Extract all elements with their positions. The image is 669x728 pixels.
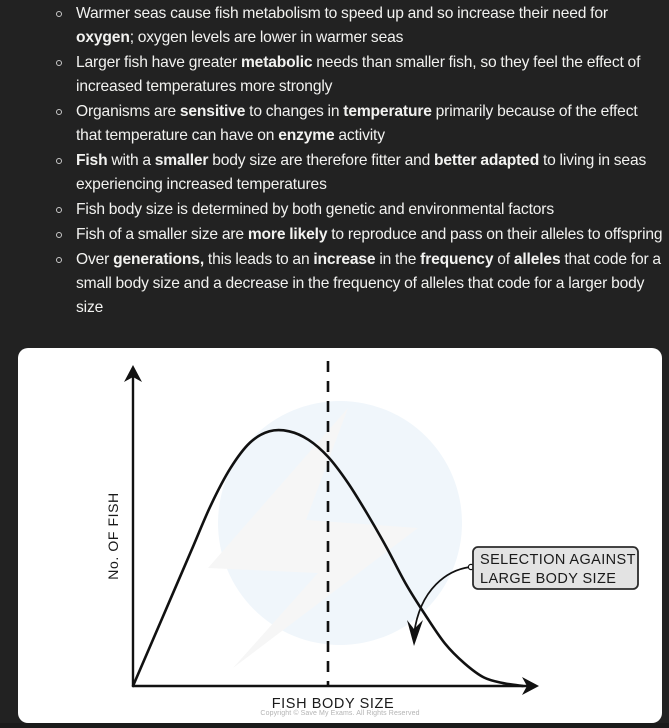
y-axis-label: No. OF FISH (105, 492, 121, 580)
list-item-text: Fish body size is determined by both genetic and environmental factors (76, 201, 554, 218)
list-item (0, 149, 669, 197)
list-item-text: Fish of a smaller size are more likely to reproduce and pass on their alleles to offspring (76, 226, 663, 243)
open-circle-bullet-icon (56, 109, 76, 115)
open-circle-bullet-icon (56, 158, 76, 164)
x-axis (133, 677, 539, 695)
list-item (0, 198, 669, 222)
list-item-text: Larger fish have greater metabolic needs than smaller fish, so they feel the effect of increased temperatures more strongly (76, 54, 641, 95)
open-circle-bullet-icon (56, 257, 76, 263)
list-item (0, 223, 669, 247)
open-circle-bullet-icon (56, 60, 76, 66)
list-item-text: Fish with a smaller body size are therefore fitter and better adapted to living in seas experiencing increased temperatures (76, 152, 647, 193)
x-axis-label: FISH BODY SIZE (271, 696, 395, 712)
fish-body-size-distribution-chart (18, 348, 662, 723)
open-circle-bullet-icon (56, 11, 76, 17)
list-item (0, 2, 669, 50)
open-circle-bullet-icon (56, 207, 76, 213)
list-item (0, 100, 669, 148)
list-item-text: Warmer seas cause fish metabolism to speed up and so increase their need for oxygen; oxygen levels are lower in warmer seas (76, 5, 608, 46)
list-item (0, 51, 669, 99)
list-item-text: Organisms are sensitive to changes in temperature primarily because of the effect that temperature can have on enzyme activity (76, 103, 638, 144)
list-item-text: Over generations, this leads to an increase in the frequency of alleles that code for a small body size and a decrease in the frequency of alleles that code for a larger body size (76, 251, 661, 316)
diagram-card (18, 348, 662, 723)
bottom-edge-strip (0, 723, 669, 728)
selection-against-large-body-size-callout (473, 547, 638, 589)
notes-list (0, 0, 669, 321)
list-item (0, 248, 669, 320)
copyright-notice: Copyright © Save My Exams. All Rights Reserved (260, 710, 420, 717)
callout-line-2: LARGE BODY SIZE (480, 571, 617, 587)
callout-line-1: SELECTION AGAINST (480, 552, 636, 568)
watermark (208, 401, 462, 668)
open-circle-bullet-icon (56, 232, 76, 238)
y-axis (124, 365, 142, 686)
